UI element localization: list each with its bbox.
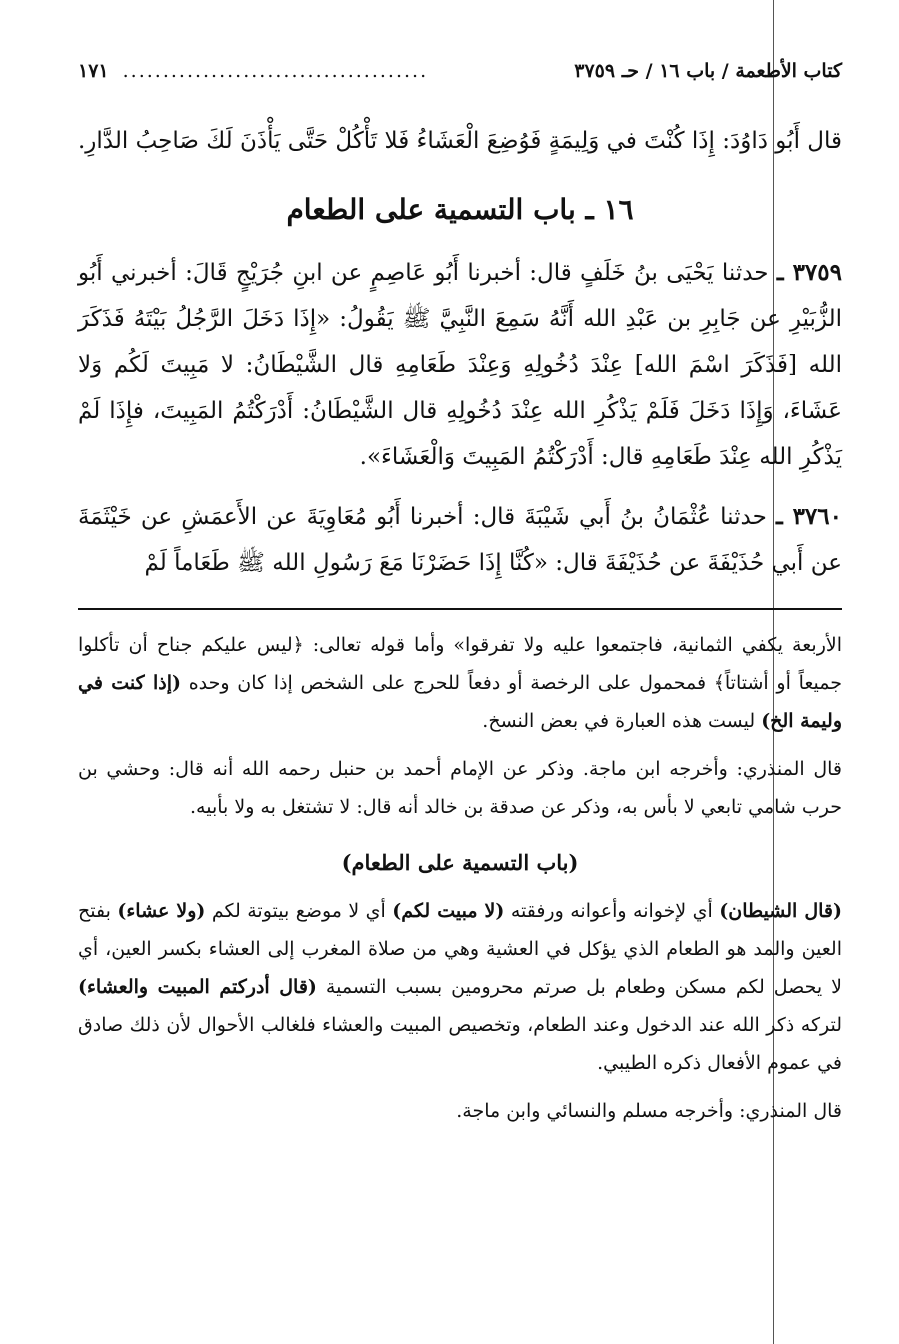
chapter-title: ١٦ ـ باب التسمية على الطعام	[286, 193, 634, 226]
intro-paragraph: قال أَبُو دَاوُدَ: إِذَا كُنْتَ في وَلِيمَةٍ فَوُضِعَ الْعَشَاءُ فَلا تَأْكُلْ حَتَّى يَأْذَنَ لَكَ صَاحِبُ الدَّارِ.	[78, 128, 842, 154]
footnote-divider	[78, 608, 842, 610]
commentary-bold: (ولا عشاء)	[117, 900, 206, 922]
page-number: ١٧١	[78, 60, 109, 82]
commentary-bold: (قال أدركتم المبيت والعشاء)	[78, 976, 317, 998]
hadith-number: ٣٧٦٠ ـ	[775, 503, 842, 530]
hadith-3759	[78, 250, 842, 480]
commentary-paragraph: قال المنذري: وأخرجه ابن ماجة. وذكر عن الإمام أحمد بن حنبل رحمه الله أنه قال: وحشي بن حرب شامي تابعي لا بأس به، وذكر عن صدقة بن خالد أنه قال: لا تشتغل به ولا بأبيه.	[78, 758, 842, 818]
commentary-text: أي لإخوانه وأعوانه ورفقته	[504, 900, 720, 922]
commentary-section-title: (باب التسمية على الطعام)	[341, 850, 579, 875]
commentary-text: الأربعة يكفي الثمانية، فاجتمعوا عليه ولا تفرقوا» وأما قوله تعالى: ﴿ليس عليكم جناح أن تأكلوا جميعاً أو أشتاتاً﴾ فمحمول على الرخصة أو دفعاً للحرج على الشخص إذا كان وحده	[78, 634, 842, 694]
header-left	[78, 60, 442, 82]
book-page	[78, 60, 842, 1140]
commentary-text: ليست هذه العبارة في بعض النسخ.	[482, 710, 762, 732]
hadith-text: حدثنا عُثْمَانُ بنُ أَبي شَيْبَةَ قال: أخبرنا أَبُو مُعَاوِيَةَ عن الأَعمَشِ عن خَيْثَمَةَ عن أَبي حُذَيْفَةَ عن حُذَيْفَةَ قال: «كُنَّا إِذَا حَضَرْنَا مَعَ رَسُولِ الله ﷺ طَعَاماً لَمْ	[78, 504, 842, 576]
running-header	[78, 60, 842, 100]
commentary-bold: (قال الشيطان)	[719, 900, 843, 922]
hadith-3760	[78, 494, 842, 586]
commentary-text: لتركه ذكر الله عند الدخول وعند الطعام، وتخصيص المبيت والعشاء فلغالب الأحوال لأن ذلك صادق في عموم الأفعال ذكره الطيبي.	[78, 1014, 842, 1074]
hadith-text: حدثنا يَحْيَى بنُ خَلَفٍ قال: أخبرنا أَبُو عَاصِمٍ عن ابنِ جُرَيْجٍ قَالَ: أخبرني أَبُو الزُّبَيْرِ عن جَابِرِ بن عَبْدِ الله أَنَّهُ سَمِعَ النَّبِيَّ ﷺ يَقُولُ: «إِذَا دَخَلَ الرَّجُلُ بَيْتَهُ فَذَكَرَ الله [فَذَكَرَ اسْمَ الله] عِنْدَ دُخُولِهِ وَعِنْدَ طَعَامِهِ قال الشَّيْطَانُ: لا مَبِيتَ لَكُم وَلا عَشَاءَ، وَإِذَا دَخَلَ فَلَمْ يَذْكُرِ الله عِنْدَ دُخُولِهِ قال الشَّيْطَانُ: أَدْرَكْتُمُ المَبِيتَ، فإِذَا لَمْ يَذْكُرِ الله عِنْدَ طَعَامِهِ قال: أَدْرَكْتُمُ المَبِيتَ وَالْعَشَاءَ».	[78, 260, 842, 470]
book-reference: كتاب الأطعمة / باب ١٦ / حـ ٣٧٥٩	[574, 60, 842, 82]
commentary-paragraph: قال المنذري: وأخرجه مسلم والنسائي وابن ماجة.	[456, 1100, 842, 1122]
commentary-bold: (إذا كنت في وليمة الخ)	[78, 672, 842, 732]
commentary-bold: (لا مبيت لكم)	[392, 900, 505, 922]
hadith-number: ٣٧٥٩ ـ	[776, 259, 842, 286]
header-dots: ......................................	[122, 60, 429, 82]
main-text	[78, 118, 842, 586]
commentary-paragraph	[78, 626, 842, 740]
commentary-text: أي لا موضع بيتوتة لكم	[205, 900, 393, 922]
commentary-paragraph	[78, 892, 842, 1082]
commentary	[78, 626, 842, 1130]
commentary-text: بفتح العين والمد هو الطعام الذي يؤكل في العشية وهي من صلاة المغرب إلى العشاء بكسر العين، أي لا يحصل لكم مسكن وطعام بل صرتم محرومين بسبب التسمية	[78, 900, 842, 998]
